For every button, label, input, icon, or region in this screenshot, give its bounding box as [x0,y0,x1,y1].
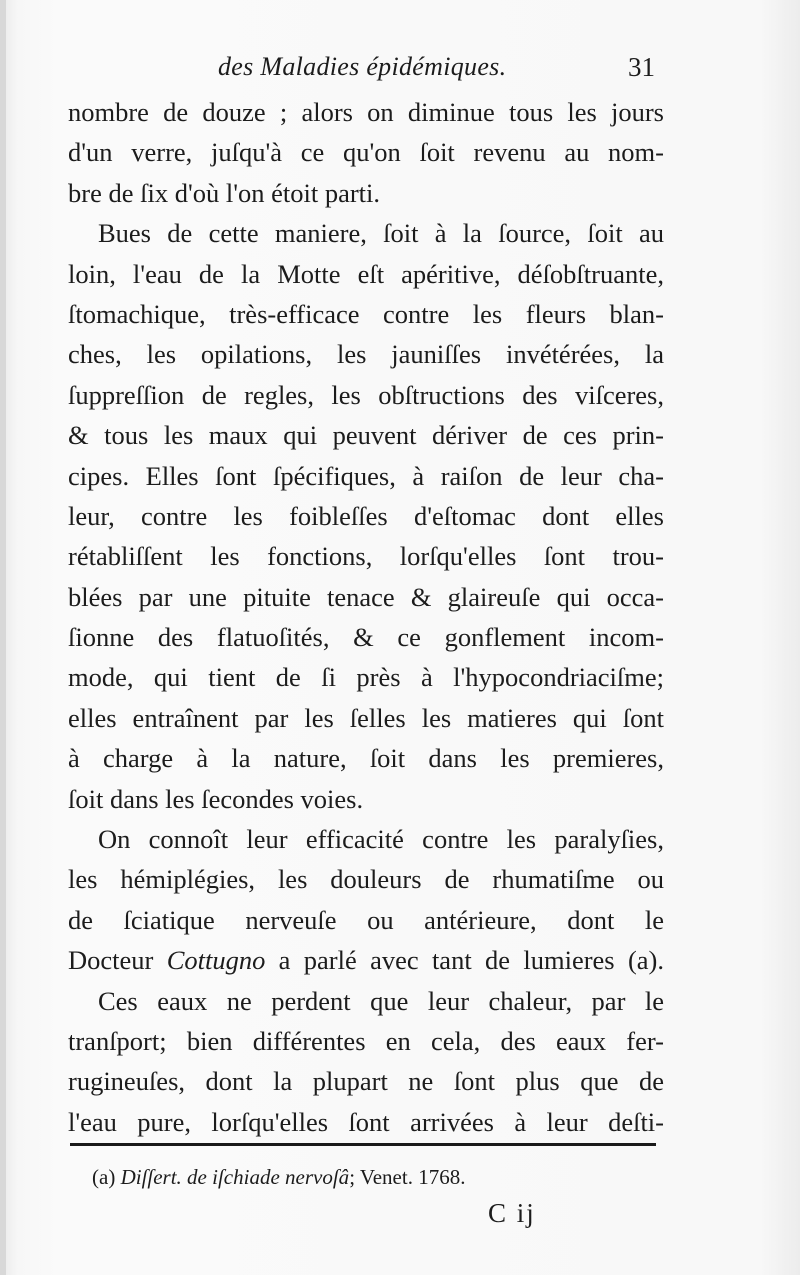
text-line: bre de ſix d'où l'on étoit parti. [68,177,381,208]
text-line: tranſport; bien différentes en cela, des eaux fer- [68,1025,664,1056]
text-line: On connoît leur efficacité contre les paralyſies, [98,824,664,855]
text-line: ſoit dans les ſecondes voies. [68,783,364,814]
text-segment: Docteur [68,945,167,976]
text-line: nombre de douze ; alors on diminue tous les jours [68,97,664,127]
text-line: ſtomachique, très-efficace contre les fleurs blan- [68,298,664,329]
text-line: rugineuſes, dont la plupart ne ſont plus que de [68,1066,664,1097]
footnote [92,1165,465,1190]
text-line: les hémiplégies, les douleurs de rhumatiſme ou [68,864,664,895]
footnote-citation-title: Diſſert. de iſchiade nervoſâ [120,1165,350,1189]
text-line: de ſciatique nerveuſe ou antérieure, dont le [68,904,664,935]
text-line: l'eau pure, lorſqu'elles ſont arrivées à leur deſti- [68,1106,664,1137]
footnote-rule [70,1143,656,1146]
text-line: ſionne des flatuoſités, & ce gonflement incom- [68,622,664,653]
text-line: à charge à la nature, ſoit dans les premieres, [68,743,664,774]
text-line: loin, l'eau de la Motte eſt apéritive, déſobſtruante, [68,258,664,289]
footnote-citation-rest: ; Venet. 1768. [349,1165,466,1189]
text-line: blées par une pituite tenace & glaireuſe qui occa- [68,581,664,612]
page-edge-shadow [0,0,6,1275]
text-line [68,940,664,980]
text-line: elles entraînent par les ſelles les matieres qui ſont [68,702,664,733]
signature-mark: C ij [488,1198,536,1228]
text-line: Bues de cette maniere, ſoit à la ſource, ſoit au [98,218,664,249]
text-line: ſuppreſſion de regles, les obſtructions des viſceres, [68,379,664,410]
author-name: Cottugno [166,945,266,976]
text-line: Ces eaux ne perdent que leur chaleur, par le [98,985,664,1016]
running-title: des Maladies épidémiques. [218,52,507,81]
text-line: d'un verre, juſqu'à ce qu'on ſoit revenu au nom- [68,137,664,168]
text-segment: a parlé avec tant de lumieres (a). [265,945,664,976]
text-line: cipes. Elles ſont ſpécifiques, à raiſon de leur cha- [68,460,664,491]
text-line: mode, qui tient de ſi près à l'hypocondriaciſme; [68,662,664,693]
body-text [68,92,664,1142]
footnote-marker: (a) [92,1165,116,1189]
text-line: & tous les maux qui peuvent dériver de ces prin- [68,420,664,451]
text-line: ches, les opilations, les jauniſſes invétérées, la [68,339,664,370]
text-line: rétabliſſent les fonctions, lorſqu'elles ſont trou- [68,541,664,572]
page-number: 31 [628,52,655,82]
text-line: leur, contre les foibleſſes d'eſtomac dont elles [68,500,664,531]
